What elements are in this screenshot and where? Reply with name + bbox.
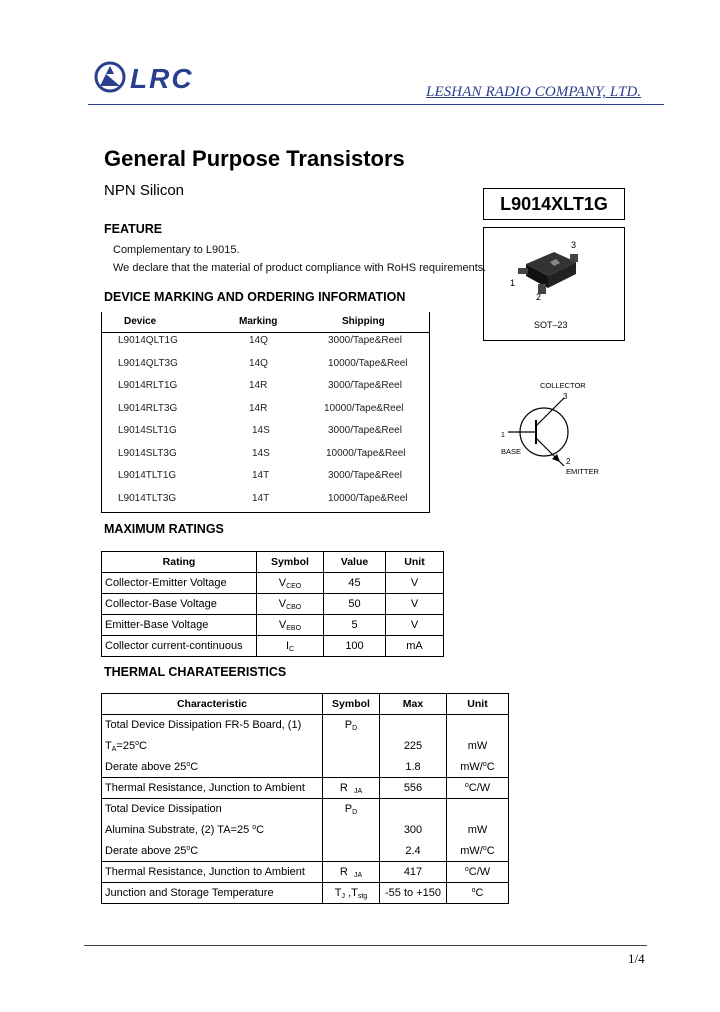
value-cell: 45 <box>324 573 386 594</box>
table-row <box>102 862 509 883</box>
rating-cell: Collector current-continuous <box>102 636 257 657</box>
thermal-table <box>101 693 509 904</box>
max-cell: 417 <box>380 862 447 883</box>
symbol-cell: $P_D$ <box>323 715 380 736</box>
unit-cell <box>447 715 509 736</box>
company-name: LESHAN RADIO COMPANY, LTD. <box>426 84 642 100</box>
char-cell: Junction and Storage Temperature <box>102 883 323 904</box>
ordering-heading: DEVICE MARKING AND ORDERING INFORMATION <box>104 290 406 304</box>
part-number: L9014XLT1G <box>500 193 608 214</box>
char-cell: Derate above 25$^o$C <box>102 841 323 862</box>
pkg-name: SOT–23 <box>534 320 568 330</box>
device-cell: L9014QLT3G <box>118 357 178 369</box>
device-cell: L9014TLT1G <box>118 470 177 481</box>
value-cell: 50 <box>324 594 386 615</box>
thermal-header <box>102 694 509 715</box>
col-rating: Rating <box>102 552 257 573</box>
symbol-cell: $I_C$ <box>257 636 324 657</box>
collector-label: COLLECTOR <box>540 381 586 390</box>
col-unit: Unit <box>386 552 444 573</box>
max-cell: 2.4 <box>380 841 447 862</box>
pkg-pin-3: 3 <box>571 240 577 250</box>
page-number: 1/4 <box>628 951 645 966</box>
max-ratings-table <box>101 551 444 657</box>
table-row <box>102 573 444 594</box>
pkg-pin-1: 1 <box>510 278 516 288</box>
max-ratings-header <box>102 552 444 573</box>
header-divider <box>88 104 664 105</box>
unit-cell: mW <box>447 819 509 841</box>
col-value: Value <box>324 552 386 573</box>
symbol-cell: $T_J$ $,T_{stg}$ <box>323 883 380 904</box>
device-cell: L9014QLT1G <box>118 335 178 346</box>
device-cell: L9014TLT3G <box>118 492 177 504</box>
thermal-heading: THERMAL CHARATEERISTICS <box>104 665 287 679</box>
col-symbol: Symbol <box>323 694 380 715</box>
col-marking: Marking <box>239 316 278 327</box>
collector-pin: 3 <box>563 392 568 401</box>
unit-cell: V <box>386 615 444 636</box>
table-row <box>102 819 509 841</box>
feature-heading: FEATURE <box>104 222 163 236</box>
shipping-cell: 10000/Tape&Reel <box>326 447 406 459</box>
table-row <box>102 615 444 636</box>
marking-cell: 14R <box>249 402 268 414</box>
table-row <box>102 378 429 401</box>
rating-cell: Emitter-Base Voltage <box>102 615 257 636</box>
char-cell: Derate above 25$^o$C <box>102 757 323 778</box>
feature-line-2: We declare that the material of product compliance with RoHS requirements. <box>113 262 487 274</box>
symbol-cell: $V_{EBO}$ <box>257 615 324 636</box>
shipping-cell: 10000/Tape&Reel <box>328 357 408 369</box>
max-cell: 225 <box>380 735 447 757</box>
max-ratings-heading: MAXIMUM RATINGS <box>104 522 224 536</box>
unit-cell: mW <box>447 735 509 757</box>
max-cell: 556 <box>380 778 447 799</box>
table-row <box>102 423 429 446</box>
max-cell <box>380 715 447 736</box>
col-device: Device <box>124 316 157 327</box>
unit-cell: $^o$C <box>447 883 509 904</box>
unit-cell: mW/$^o$C <box>447 841 509 862</box>
subtitle: NPN Silicon <box>104 182 185 199</box>
char-cell: Total Device Dissipation FR-5 Board, (1) <box>102 715 323 736</box>
device-cell: L9014SLT1G <box>118 425 177 436</box>
device-cell: L9014SLT3G <box>118 447 177 459</box>
table-row <box>102 401 429 424</box>
col-characteristic: Characteristic <box>102 694 323 715</box>
feature-line-1: Complementary to L9015. <box>113 244 240 256</box>
unit-cell: $^o$C/W <box>447 778 509 799</box>
col-shipping: Shipping <box>342 316 385 327</box>
pkg-pin-2: 2 <box>536 292 542 302</box>
col-unit: Unit <box>447 694 509 715</box>
table-row <box>102 841 509 862</box>
package-box <box>483 227 625 341</box>
table-row <box>102 715 509 736</box>
unit-cell: V <box>386 573 444 594</box>
shipping-cell: 3000/Tape&Reel <box>328 380 402 391</box>
table-row <box>102 333 429 356</box>
max-cell: 1.8 <box>380 757 447 778</box>
char-cell: $T_A=25^oC$ <box>102 735 323 757</box>
table-row <box>102 446 429 469</box>
marking-cell: 14S <box>252 447 270 459</box>
char-cell: Alumina Substrate, (2) TA=25 $^o$C <box>102 819 323 841</box>
shipping-cell: 10000/Tape&Reel <box>324 402 404 414</box>
unit-cell: mA <box>386 636 444 657</box>
value-cell: 100 <box>324 636 386 657</box>
ordering-table-header <box>102 312 429 333</box>
base-pin: 1 <box>501 432 505 439</box>
char-cell: Thermal Resistance, Junction to Ambient <box>102 862 323 883</box>
marking-cell: 14T <box>252 492 270 504</box>
table-row <box>102 799 509 820</box>
table-row <box>102 468 429 491</box>
device-cell: L9014RLT1G <box>118 380 178 391</box>
table-row <box>102 735 509 757</box>
value-cell: 5 <box>324 615 386 636</box>
marking-cell: 14Q <box>249 357 268 369</box>
symbol-cell: $V_{CEO}$ <box>257 573 324 594</box>
shipping-cell: 3000/Tape&Reel <box>328 425 402 436</box>
symbol-cell: $V_{CBO}$ <box>257 594 324 615</box>
shipping-cell: 3000/Tape&Reel <box>328 335 402 346</box>
table-row <box>102 491 429 514</box>
unit-cell: $^o$C/W <box>447 862 509 883</box>
lrc-logo <box>92 58 217 96</box>
emitter-pin: 2 <box>566 457 571 466</box>
rating-cell: Collector-Base Voltage <box>102 594 257 615</box>
symbol-cell: R $_{JA}$ <box>323 862 380 883</box>
marking-cell: 14Q <box>249 335 268 346</box>
base-label: BASE <box>501 447 522 456</box>
marking-cell: 14S <box>252 425 270 436</box>
footer-divider <box>84 945 647 946</box>
table-row <box>102 594 444 615</box>
npn-transistor-symbol-icon <box>494 380 614 480</box>
unit-cell: mW/$^o$C <box>447 757 509 778</box>
table-row <box>102 883 509 904</box>
shipping-cell: 3000/Tape&Reel <box>328 470 402 481</box>
logo-text: LRC <box>130 63 194 94</box>
emitter-label: EMITTER <box>566 467 599 476</box>
page-title: General Purpose Transistors <box>104 146 405 171</box>
marking-cell: 14R <box>249 380 268 391</box>
col-max: Max <box>380 694 447 715</box>
shipping-cell: 10000/Tape&Reel <box>328 492 408 504</box>
symbol-cell: R $_{JA}$ <box>323 778 380 799</box>
symbol-cell: $P_D$ <box>323 799 380 820</box>
table-row <box>102 757 509 778</box>
max-cell: -55 to +150 <box>380 883 447 904</box>
unit-cell: V <box>386 594 444 615</box>
logo-arrow-icon <box>100 66 120 86</box>
marking-cell: 14T <box>252 470 270 481</box>
ordering-table <box>101 312 430 513</box>
table-row <box>102 778 509 799</box>
col-symbol: Symbol <box>257 552 324 573</box>
device-cell: L9014RLT3G <box>118 402 178 414</box>
char-cell: Thermal Resistance, Junction to Ambient <box>102 778 323 799</box>
max-cell: 300 <box>380 819 447 841</box>
table-row <box>102 636 444 657</box>
char-cell: Total Device Dissipation <box>102 799 323 820</box>
table-row <box>102 356 429 379</box>
part-number-box <box>483 188 625 220</box>
rating-cell: Collector-Emitter Voltage <box>102 573 257 594</box>
